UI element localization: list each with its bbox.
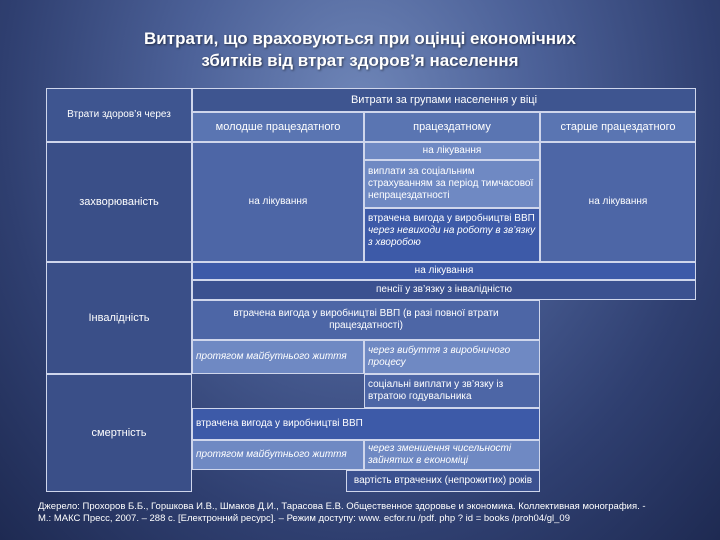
morbidity-gdp-loss-suffix: через невиходи на роботу в зв’язку з хворобою — [368, 225, 536, 248]
disability-leaving-process: через вибуття з виробничого процесу — [364, 340, 540, 374]
footnote-line-1: Джерело: Прохоров Б.Б., Горшкова И.В., Шмаков Д.И., Тарасова Е.В. Общественное здоровье и экономика. Коллективная монография. - — [38, 501, 646, 512]
source-footnote — [38, 501, 698, 525]
morbidity-social-insurance: виплати за соціальним страхуванням за період тимчасової непрацездатності — [364, 160, 540, 208]
slide-title — [40, 28, 680, 72]
mortality-survivor-payments: соціальні виплати у зв’язку із втратою годувальника — [364, 374, 540, 408]
lost-years-cost: вартість втрачених (непрожитих) років — [346, 470, 540, 492]
mortality-future-life: протягом майбутнього життя — [192, 440, 364, 470]
disability-gdp-loss-full: втрачена вигода у виробництві ВВП (в разі повної втрати працездатності) — [192, 300, 540, 340]
header-loss-via: Втрати здоров’я через — [46, 88, 192, 142]
header-costs-by-group: Витрати за групами населення у віці — [192, 88, 696, 112]
morbidity-treatment-old: на лікування — [540, 142, 696, 262]
title-line-2: збитків від втрат здоров’я населення — [201, 51, 519, 70]
morbidity-treatment-young: на лікування — [192, 142, 364, 262]
disability-pension: пенсії у зв’язку з інвалідністю — [192, 280, 696, 300]
title-line-1: Витрати, що враховуються при оцінці економічних — [144, 29, 576, 48]
morbidity-gdp-loss-prefix: втрачена вигода у виробництві ВВП — [368, 213, 535, 224]
header-group-young: молодше працездатного — [192, 112, 364, 142]
header-group-old: старше працездатного — [540, 112, 696, 142]
disability-treatment-all: на лікування — [192, 262, 696, 280]
header-group-working: працездатному — [364, 112, 540, 142]
morbidity-gdp-loss — [364, 208, 540, 262]
row-label-mortality: смертність — [46, 374, 192, 492]
footnote-line-2: М.: МАКС Пресс, 2007. – 288 с. [Електронний ресурс]. – Режим доступу: www. ecfor.ru /pdf. php ? id = books /proh04/gl_09 — [38, 513, 570, 524]
row-label-morbidity: захворюваність — [46, 142, 192, 262]
mortality-gdp-loss: втрачена вигода у виробництві ВВП — [192, 408, 540, 440]
morbidity-treatment-working: на лікування — [364, 142, 540, 160]
mortality-reduced-employed: через зменшення чисельності зайнятих в економіці — [364, 440, 540, 470]
disability-future-life: протягом майбутнього життя — [192, 340, 364, 374]
row-label-disability: Інвалідність — [46, 262, 192, 374]
